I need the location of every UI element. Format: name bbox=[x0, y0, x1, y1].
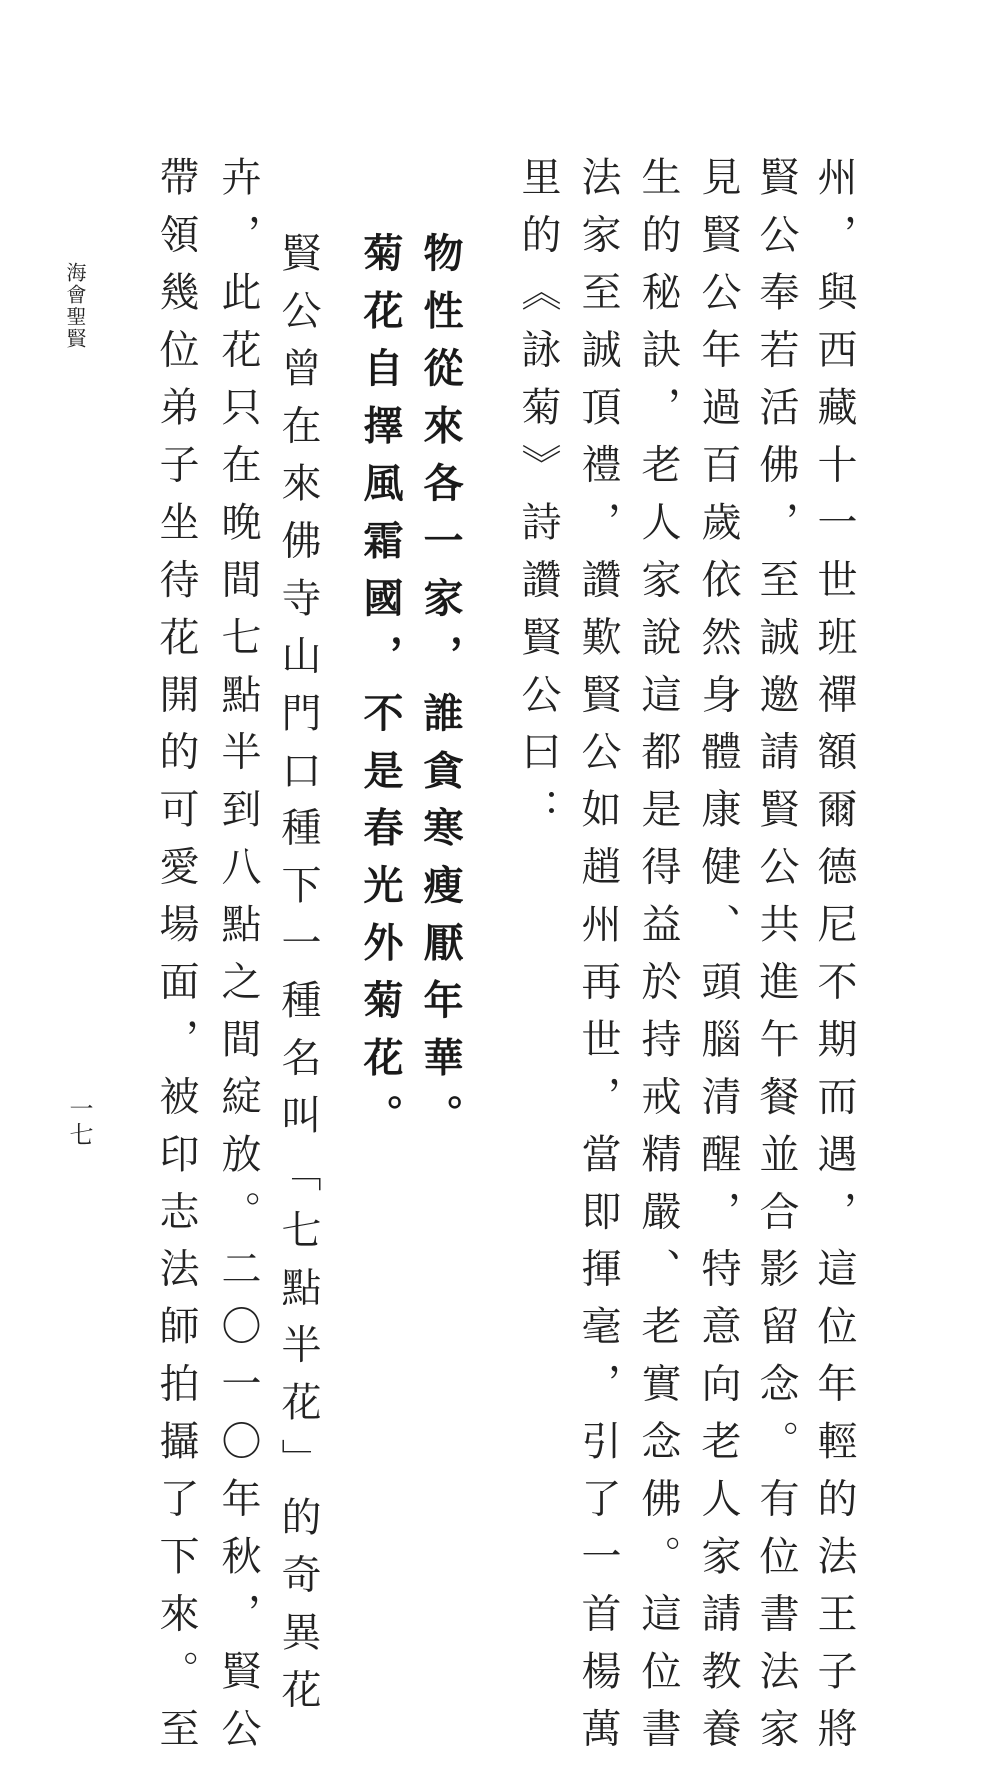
text-column-9: 賢公曾在來佛寺山門口種下一種名叫「七點半花」的奇異花 bbox=[275, 232, 321, 1726]
running-title: 海會聖賢 bbox=[63, 262, 87, 350]
text-column-4: 生的秘訣，老人家說這都是得益於持戒精嚴、老實念佛。這位書 bbox=[635, 156, 681, 1765]
text-column-5: 法家至誠頂禮，讚歎賢公如趙州再世，當即揮毫，引了一首楊萬 bbox=[575, 156, 621, 1765]
page-number: 一七 bbox=[65, 1096, 93, 1148]
text-column-3: 見賢公年過百歲依然身體康健、頭腦清醒，特意向老人家請教養 bbox=[695, 156, 741, 1765]
text-column-10: 卉，此花只在晚間七點半到八點之間綻放。二〇一〇年秋，賢公 bbox=[215, 156, 261, 1765]
text-column-11: 帶領幾位弟子坐待花開的可愛場面，被印志法師拍攝了下來。至 bbox=[153, 156, 199, 1765]
poem-line-2: 菊花自擇風霜國，不是春光外菊花。 bbox=[357, 232, 403, 1152]
text-column-2: 賢公奉若活佛，至誠邀請賢公共進午餐並合影留念。有位書法家 bbox=[753, 156, 799, 1765]
text-column-6: 里的《詠菊》詩讚賢公曰： bbox=[515, 156, 561, 846]
poem-line-1: 物性從來各一家，誰貪寒瘦厭年華。 bbox=[417, 232, 463, 1152]
text-column-1: 州，與西藏十一世班禪額爾德尼不期而遇，這位年輕的法王子將 bbox=[811, 156, 857, 1765]
